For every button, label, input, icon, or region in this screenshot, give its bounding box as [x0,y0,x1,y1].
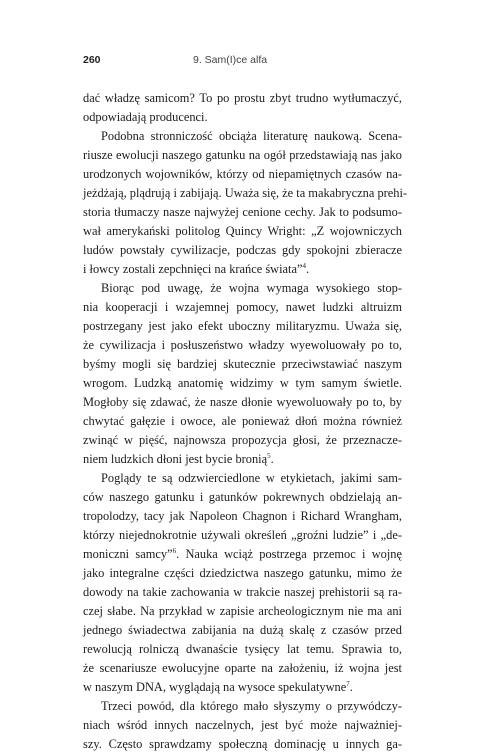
line-text: dowody na takie zachowania w trakcie naszej prehistorii są ra- [83,585,402,599]
text-line [83,146,402,165]
text-line [83,127,402,146]
body-text [83,89,408,754]
text-line [83,393,402,412]
text-line [83,507,402,526]
line-text: rewolucją rolniczą dwanaście tysięcy lat temu. Sprawia to, [83,642,402,656]
line-text: i łowcy zostali zepchnięci na krańce świata” [83,262,303,276]
text-line [83,697,402,716]
line-text: chwytać gałęzie i owoce, ale ponieważ dłoń można również [83,414,402,428]
line-text: dać władzę samicom? To po prostu zbyt trudno wytłumaczyć, [83,91,402,105]
text-line [83,165,402,184]
line-text: że cywilizacja i posłuszeństwo władzy wyewoluowały po to, [83,338,402,352]
text-line [83,260,402,279]
text-line [83,222,402,241]
text-line [83,602,402,621]
line-text: storia tłumaczy nasze najwyżej cenione cechy. Jak to podsumo- [83,205,402,219]
line-text: jako integralne części dziedzictwa naszego gatunku, mimo że [83,566,402,580]
line-text: Mogłoby się zdawać, że nasze dłonie wyewoluowały po to, by [83,395,402,409]
line-text: ludów powstały cywilizacje, podczas gdy spokojni zbieracze [83,243,402,257]
text-line [83,488,402,507]
line-text: niem ludzkich dłoni jest bycie bronią [83,452,268,466]
line-text: że scenariusze ewolucyjne oparte na założeniu, iż wojna jest [83,661,402,675]
text-line [83,735,402,754]
line-text: Poglądy te są odzwierciedlone w etykietach, jakimi sam- [101,471,402,485]
text-line [83,450,402,469]
text-line [83,203,402,222]
text-line [83,640,402,659]
text-line [83,716,402,735]
footnote-marker: 7 [346,680,350,688]
line-text: wrogom. Ludzką anatomię widzimy w tym samym świetle. [83,376,402,390]
footnote-marker: 6 [172,547,177,555]
line-text: wał amerykański politolog Quincy Wright: „Z wojowniczych [83,224,402,238]
text-line [83,241,402,260]
line-text: zwinąć w pięść, najnowsza propozycja głosi, że przeznacze- [83,433,402,447]
footnote-marker: 5 [267,452,271,460]
text-line [83,336,402,355]
line-text: moniczni samcy” [83,547,173,561]
line-text: riusze ewolucji naszego gatunku na ogół przedstawiają nas jako [83,148,402,162]
text-line [83,621,402,640]
line-text: postrzegany jest jako efekt uboczny militaryzmu. Uważa się, [83,319,402,333]
line-text: którzy niejednokrotnie używali określeń „groźni ludzie” i „de- [83,528,402,542]
line-text: nia kooperacji i wzajemnej pomocy, nawet ludzki altruizm [83,300,402,314]
line-text: czej słabe. Na przykład w zapisie archeologicznym nie ma ani [83,604,402,618]
text-line [83,431,402,450]
text-line [83,564,402,583]
line-text-continuation: . Nauka wciąż postrzega przemoc i wojnę [176,547,403,561]
page-number: 260 [83,54,101,66]
text-line [83,412,402,431]
text-line [83,279,402,298]
line-text-continuation: . [270,452,274,466]
line-text: ców naszego gatunku i gatunków pokrewnych obdzielają an- [83,490,402,504]
line-text: jednego świadectwa zabijania na dużą skalę z czasów przed [83,623,402,637]
line-text: Biorąc pod uwagę, że wojna wymaga wysokiego stop- [101,281,402,295]
line-text: szy. Często sprawdzamy społeczną dominację u innych ga- [83,737,402,751]
line-text: niach wśród innych naczelnych, jest być może najważniej- [83,718,402,732]
line-text-continuation: . [349,680,353,694]
line-text: Trzeci powód, dla którego mało słyszymy o przywódczy- [101,699,402,713]
line-text: w naszym DNA, wyglądają na wysoce spekulatywne [83,680,347,694]
text-line [83,545,402,564]
text-line [83,317,402,336]
text-line [83,526,402,545]
line-text: urodzonych wojowników, którzy od niepamiętnych czasów na- [83,167,402,181]
line-text: byśmy mogli się bardziej skutecznie przeciwstawiać naszym [83,357,402,371]
text-line [83,469,402,488]
text-line [83,108,402,127]
running-head: 9. Sam(I)ce alfa [193,54,268,66]
line-text-continuation: . [306,262,310,276]
text-line [83,184,408,203]
text-line [83,659,402,678]
page-header [0,54,480,68]
line-text: odpowiadają producenci. [83,110,208,124]
text-line [83,355,402,374]
text-line [83,678,402,697]
text-line [83,89,402,108]
footnote-marker: 4 [302,262,306,270]
line-text: tropolodzy, tacy jak Napoleon Chagnon i Richard Wrangham, [83,509,402,523]
text-line [83,583,402,602]
line-text: jeżdżają, plądrują i zabijają. Uważa się, że ta makabryczna prehi- [83,186,408,200]
text-line [83,374,402,393]
line-text: Podobna stronniczość obciąża literaturę naukową. Scena- [101,129,402,143]
text-line [83,298,402,317]
